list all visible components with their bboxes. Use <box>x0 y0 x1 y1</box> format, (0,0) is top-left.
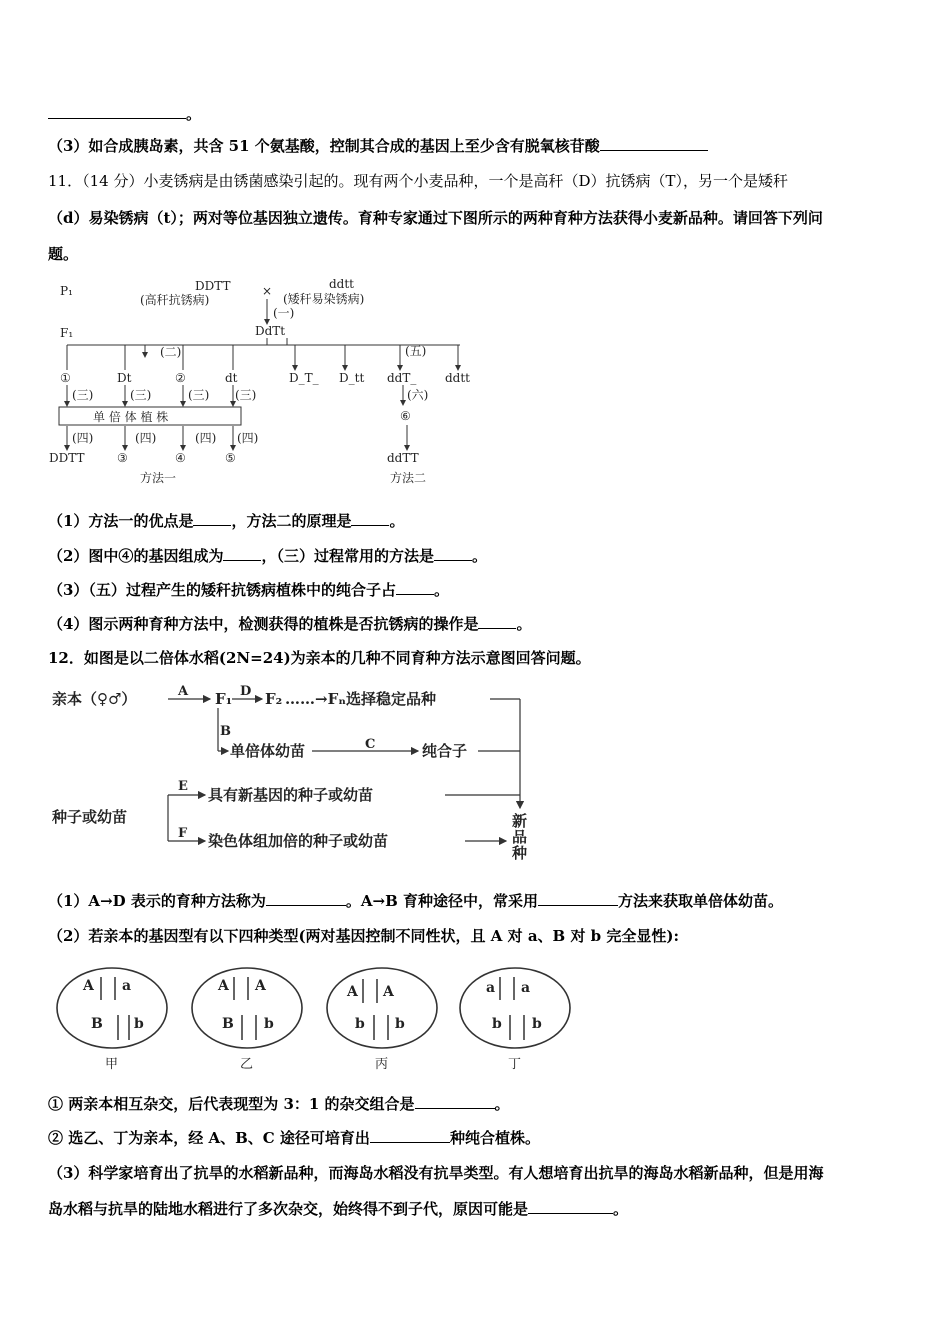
step-5-label: (五) <box>405 344 427 358</box>
new-variety-char: 新 <box>512 812 528 830</box>
answer-blank[interactable] <box>223 545 261 561</box>
question-text: ，方法二的原理是 <box>231 512 352 530</box>
step-4-label: (四) <box>237 431 259 445</box>
q10-part3 <box>48 135 708 157</box>
q12-part3-line1: （3）科学家培育出了抗旱的水稻新品种，而海岛水稻没有抗旱类型。有人想培育出抗旱的海岛水稻新品种，但是用海 <box>48 1164 824 1182</box>
question-text: （2）图中④的基因组成为 <box>48 547 224 565</box>
parent-2-description: (矮秆易染锈病) <box>283 292 365 306</box>
question-text: 。 <box>471 547 487 565</box>
q12-part2-2 <box>48 1127 540 1149</box>
question-text: 岛水稻与抗旱的陆地水稻进行了多次杂交，始终得不到子代，原因可能是 <box>48 1200 529 1218</box>
allele: b <box>492 1016 502 1032</box>
question-text: （1）方法一的优点是 <box>48 512 194 530</box>
question-text: （4）图示两种育种方法中，检测获得的植株是否抗锈病的操作是 <box>48 615 479 633</box>
gamete-2: ② <box>175 371 186 385</box>
step-4-label: (四) <box>195 431 217 445</box>
allele: b <box>355 1016 365 1032</box>
q12-part1 <box>48 890 783 912</box>
haploid-plant-label: 单 倍 体 植 株 <box>93 410 169 424</box>
cell-jia <box>57 968 167 1072</box>
label-f1: F₁ <box>60 326 74 340</box>
answer-blank[interactable] <box>396 579 434 595</box>
allele: B <box>222 1016 234 1032</box>
F2-label: F₂ <box>265 690 283 708</box>
question-text: ，（三）过程常用的方法是 <box>261 547 434 565</box>
parent-2-genotype: ddtt <box>329 277 355 291</box>
step-3-label: (三) <box>188 388 210 402</box>
result-DDTT: DDTT <box>49 451 85 465</box>
pure-line: 纯合子 <box>422 742 468 760</box>
q12-part2: （2）若亲本的基因型有以下四种类型(两对基因控制不同性状，且 A 对 a、B 对 b 完全显性): <box>48 927 680 945</box>
question-text: 。 <box>516 615 532 633</box>
cell-label: 丙 <box>375 1057 389 1072</box>
allele: a <box>486 980 496 996</box>
method-1-label: 方法一 <box>140 471 177 485</box>
answer-blank[interactable] <box>538 890 618 906</box>
step-2-label: (二) <box>160 345 182 359</box>
step-D: D <box>240 684 252 699</box>
line-end: 。 <box>186 105 202 123</box>
answer-blank[interactable] <box>370 1127 450 1143</box>
q11-part1 <box>48 510 404 532</box>
m2-D_tt: D_tt <box>339 371 365 385</box>
allele: a <box>122 978 132 994</box>
result-5: ⑤ <box>225 451 236 465</box>
parent-1-description: (高秆抗锈病) <box>140 293 210 307</box>
result-ddTT: ddTT <box>387 451 419 465</box>
answer-blank[interactable] <box>48 103 186 119</box>
m2-ddT_: ddT_ <box>387 371 417 385</box>
gamete-1: ① <box>60 371 71 385</box>
cross-symbol: × <box>262 284 273 298</box>
m2-D_T_: D_T_ <box>289 371 319 385</box>
F1-label: F₁ <box>215 690 233 708</box>
result-4: ④ <box>175 451 186 465</box>
cell-bing <box>327 968 437 1072</box>
gamete-dt: dt <box>225 371 238 385</box>
new-variety-char: 种 <box>512 844 528 862</box>
allele: A <box>218 978 229 994</box>
step-F: F <box>178 826 188 841</box>
question-text: ① 两亲本相互杂交，后代表现型为 3：1 的杂交组合是 <box>48 1095 415 1113</box>
step-A: A <box>178 684 189 699</box>
breeding-methods-diagram <box>49 275 485 490</box>
cell-label: 乙 <box>240 1057 254 1072</box>
answer-blank[interactable] <box>600 135 708 151</box>
allele: a <box>521 980 531 996</box>
q11-intro-2: （d）易染锈病（t）；两对等位基因独立遗传。育种专家通过下图所示的两种育种方法获得小麦新品种。请回答下列问 <box>48 209 823 227</box>
answer-blank[interactable] <box>478 613 516 629</box>
allele: A <box>347 984 358 1000</box>
step-1-label: (一) <box>273 306 295 320</box>
question-text: 方法来获取单倍体幼苗。 <box>617 892 783 910</box>
q12-intro: 12．如图是以二倍体水稻(2N=24)为亲本的几种不同育种方法示意图回答问题。 <box>48 649 591 667</box>
step-3-label: (三) <box>72 388 94 402</box>
question-text: （3）如合成胰岛素，共含 51 个氨基酸，控制其合成的基因上至少含有脱氧核苷酸 <box>48 137 600 155</box>
result-3: ③ <box>117 451 128 465</box>
question-text: 。 <box>433 581 449 599</box>
step-3-label: (三) <box>235 388 257 402</box>
question-text: 种纯合植株。 <box>449 1129 540 1147</box>
cell-label: 丁 <box>508 1057 522 1072</box>
answer-blank[interactable] <box>434 545 472 561</box>
step-E: E <box>178 779 188 794</box>
cell-ding <box>460 968 570 1072</box>
f1-genotype: DdTt <box>255 324 286 338</box>
m2-ddtt: ddtt <box>445 371 471 385</box>
allele: A <box>83 978 94 994</box>
gamete-Dt: Dt <box>117 371 132 385</box>
answer-blank[interactable] <box>266 890 346 906</box>
method-2-label: 方法二 <box>390 471 427 485</box>
top-continuation-line <box>48 103 201 125</box>
step-4-label: (四) <box>72 431 94 445</box>
allele: b <box>264 1016 274 1032</box>
doubled-seed: 染色体组加倍的种子或幼苗 <box>208 832 389 850</box>
genotype-cells <box>55 965 585 1075</box>
allele: B <box>91 1016 103 1032</box>
question-text: 。 <box>613 1200 629 1218</box>
new-gene-seed: 具有新基因的种子或幼苗 <box>208 786 374 804</box>
result-6: ⑥ <box>400 409 411 423</box>
q11-part4 <box>48 613 531 635</box>
allele: A <box>255 978 266 994</box>
question-text: 。 <box>389 512 405 530</box>
rice-breeding-diagram <box>50 678 550 868</box>
step-3-label: (三) <box>130 388 152 402</box>
question-text: ② 选乙、丁为亲本，经 A、B、C 途径可培育出 <box>48 1129 370 1147</box>
allele: b <box>134 1016 144 1032</box>
q11-intro-1: 11．（14 分）小麦锈病是由锈菌感染引起的。现有两个小麦品种，一个是高秆（D）抗锈病（T），另一个是矮秆 <box>48 172 788 190</box>
allele: b <box>532 1016 542 1032</box>
cell-label: 甲 <box>105 1057 119 1072</box>
q12-part2-1 <box>48 1093 510 1115</box>
q11-intro-3: 题。 <box>48 245 79 263</box>
parent-1-genotype: DDTT <box>195 279 231 293</box>
q11-part3 <box>48 579 449 601</box>
answer-blank[interactable] <box>193 510 231 526</box>
allele: A <box>383 984 394 1000</box>
seed-label: 种子或幼苗 <box>52 808 128 826</box>
answer-blank[interactable] <box>415 1093 495 1109</box>
new-variety-char: 品 <box>512 828 528 846</box>
parent-label: 亲本（♀♂） <box>52 690 137 708</box>
cell-yi <box>192 968 302 1072</box>
q12-part3-line2 <box>48 1198 628 1220</box>
answer-blank[interactable] <box>351 510 389 526</box>
step-B: B <box>220 724 231 739</box>
question-text: （1）A→D 表示的育种方法称为 <box>48 892 266 910</box>
answer-blank[interactable] <box>528 1198 613 1214</box>
step-4-label: (四) <box>135 431 157 445</box>
question-text: 。A→B 育种途径中，常采用 <box>345 892 538 910</box>
allele: b <box>395 1016 405 1032</box>
haploid-seedling: 单倍体幼苗 <box>230 742 306 760</box>
question-text: （3）（五）过程产生的矮秆抗锈病植株中的纯合子占 <box>48 581 396 599</box>
question-text: 。 <box>494 1095 510 1113</box>
Fn-select: ……→Fₙ选择稳定品种 <box>285 690 437 708</box>
step-C: C <box>365 737 376 752</box>
label-p1: P₁ <box>60 284 73 298</box>
step-6-label: (六) <box>407 388 429 402</box>
q11-part2 <box>48 545 487 567</box>
